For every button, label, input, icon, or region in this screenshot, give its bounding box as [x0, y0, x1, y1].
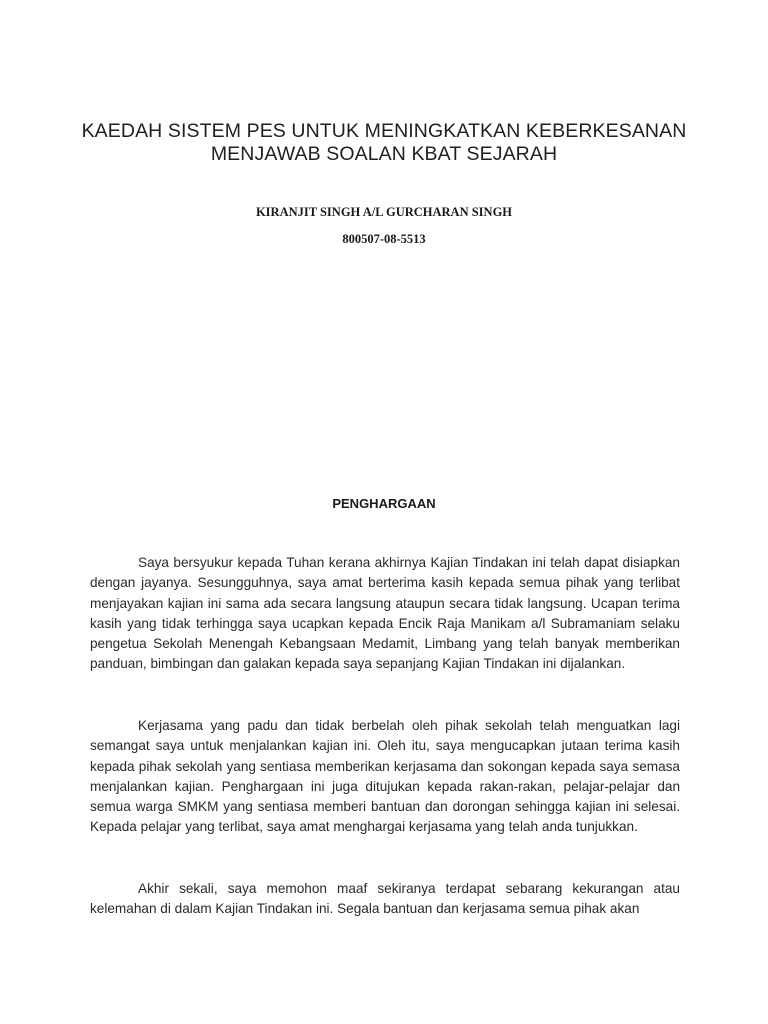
body-paragraph-1: Saya bersyukur kepada Tuhan kerana akhirnya Kajian Tindakan ini telah dapat disiapkan dengan jayanya. Sesungguhnya, saya amat berterima kasih kepada semua pihak yang terlibat menjayakan kajian ini sama ada secara langsung ataupun secara tidak langsung. Ucapan terima kasih yang tidak terhingga saya ucapkan kepada Encik Raja Manikam a/l Subramaniam selaku pengetua Sekolah Menengah Kebangsaan Medamit, Limbang yang telah banyak memberikan panduan, bimbingan dan galakan kepada saya sepanjang Kajian Tindakan ini dijalankan.	[90, 555, 680, 672]
document-title-line-1: KAEDAH SISTEM PES UNTUK MENINGKATKAN KEBERKESANAN	[81, 120, 687, 142]
body-paragraph-2: Kerjasama yang padu dan tidak berbelah oleh pihak sekolah telah menguatkan lagi semangat saya untuk menjalankan kajian ini. Oleh itu, saya mengucapkan jutaan terima kasih kepada pihak sekolah yang sentiasa memberikan kerjasama dan sokongan kepada saya semasa menjalankan kajian. Penghargaan ini juga ditujukan kepada rakan-rakan, pelajar-pelajar dan semua warga SMKM yang sentiasa memberi bantuan dan dorongan sehingga kajian ini selesai. Kepada pelajar yang terlibat, saya amat menghargai kerjasama yang telah anda tunjukkan.	[90, 718, 680, 835]
body-paragraph-3: Akhir sekali, saya memohon maaf sekiranya terdapat sebarang kekurangan atau kelemahan di dalam Kajian Tindakan ini. Segala bantuan dan kerjasama semua pihak akan	[90, 881, 680, 917]
document-title-line-2: MENJAWAB SOALAN KBAT SEJARAH	[210, 143, 558, 165]
section-heading: PENGHARGAAN	[332, 496, 436, 511]
author-id-number: 800507-08-5513	[342, 232, 426, 246]
author-name: KIRANJIT SINGH A/L GURCHARAN SINGH	[255, 205, 513, 219]
